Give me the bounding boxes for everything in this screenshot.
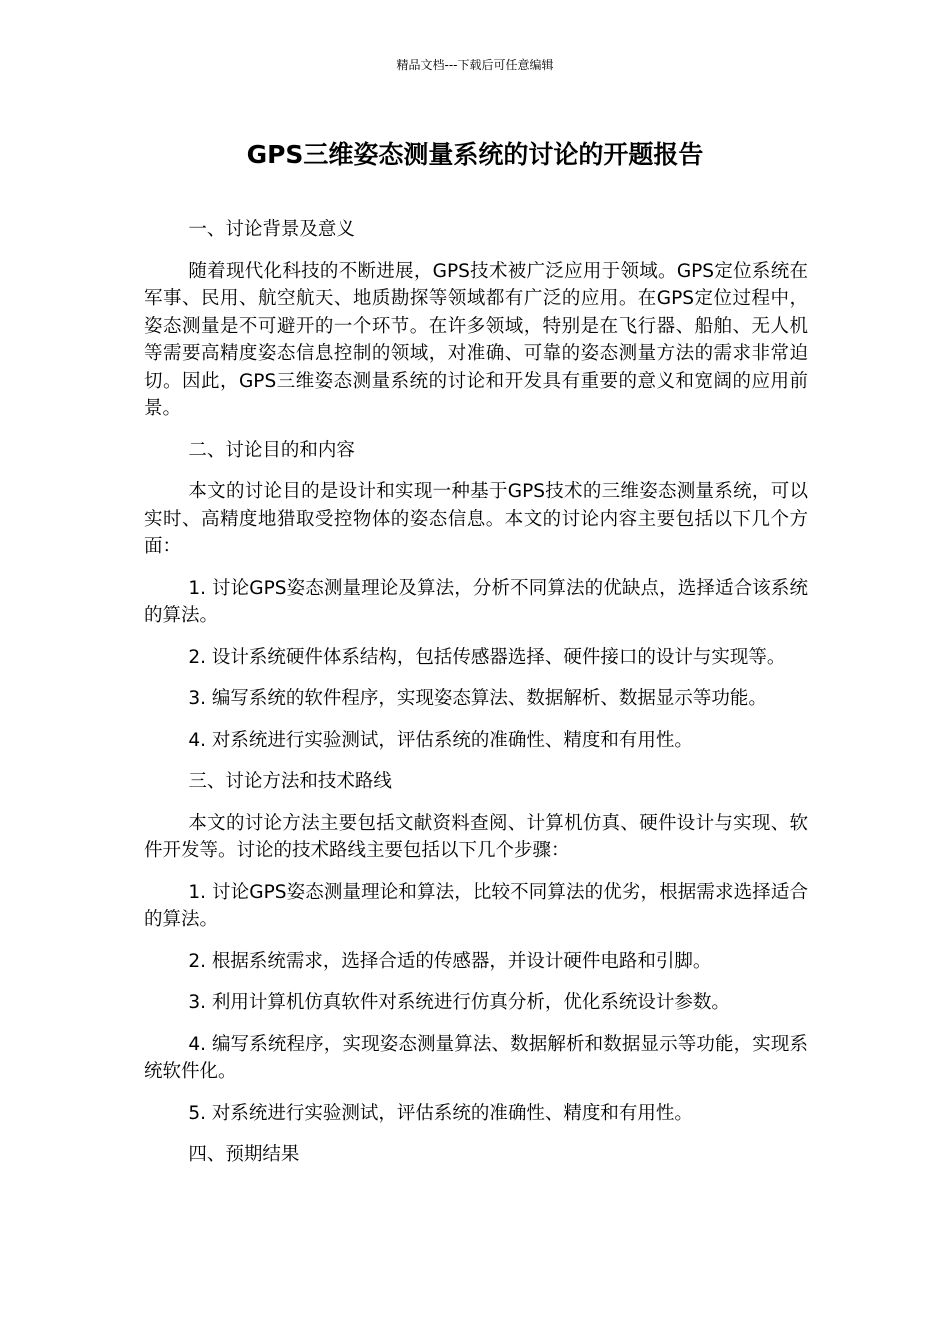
list-item: 4. 对系统进行实验测试，评估系统的准确性、精度和有用性。: [188, 729, 693, 751]
list-item: 2. 根据系统需求，选择合适的传感器，并设计硬件电路和引脚。: [188, 950, 712, 972]
list-item: 5. 对系统进行实验测试，评估系统的准确性、精度和有用性。: [188, 1102, 693, 1124]
body-paragraph: 随着现代化科技的不断进展，GPS技术被广泛应用于领域。GPS定位系统在军事、民用、航空航天、地质勘探等领域都有广泛的应用。在GPS定位过程中，姿态测量是不可避开的一个环节。在许多领域，特别是在飞行器、船舶、无人机等需要高精度姿态信息控制的领域，对准确、可靠的姿态测量方法的需求非常迫切。因此，GPS三维姿态测量系统的讨论和开发具有重要的意义和宽阔的应用前景。: [144, 260, 808, 419]
list-item: 1. 讨论GPS姿态测量理论和算法，比较不同算法的优劣，根据需求选择适合的算法。: [144, 881, 808, 930]
section-heading: 一、讨论背景及意义: [188, 219, 355, 240]
page-header-note: 精品文档---下载后可任意编辑: [396, 58, 554, 72]
list-item: 2. 设计系统硬件体系结构，包括传感器选择、硬件接口的设计与实现等。: [188, 646, 786, 668]
body-paragraph: 本文的讨论方法主要包括文献资料查阅、计算机仿真、硬件设计与实现、软件开发等。讨论的技术路线主要包括以下几个步骤：: [144, 812, 808, 861]
document-body: [144, 216, 808, 1183]
document-title: GPS三维姿态测量系统的讨论的开题报告: [246, 140, 704, 169]
list-item: 3. 编写系统的软件程序，实现姿态算法、数据解析、数据显示等功能。: [188, 688, 767, 709]
section-heading: 三、讨论方法和技术路线: [188, 771, 392, 792]
list-item: 4. 编写系统程序，实现姿态测量算法、数据解析和数据显示等功能，实现系统软件化。: [144, 1033, 808, 1082]
body-paragraph: 本文的讨论目的是设计和实现一种基于GPS技术的三维姿态测量系统，可以实时、高精度地猎取受控物体的姿态信息。本文的讨论内容主要包括以下几个方面：: [144, 481, 808, 557]
section-heading: 四、预期结果: [188, 1144, 300, 1165]
list-item: 1. 讨论GPS姿态测量理论及算法，分析不同算法的优缺点，选择适合该系统的算法。: [144, 577, 808, 626]
list-item: 3. 利用计算机仿真软件对系统进行仿真分析，优化系统设计参数。: [188, 992, 730, 1013]
section-heading: 二、讨论目的和内容: [188, 439, 355, 461]
